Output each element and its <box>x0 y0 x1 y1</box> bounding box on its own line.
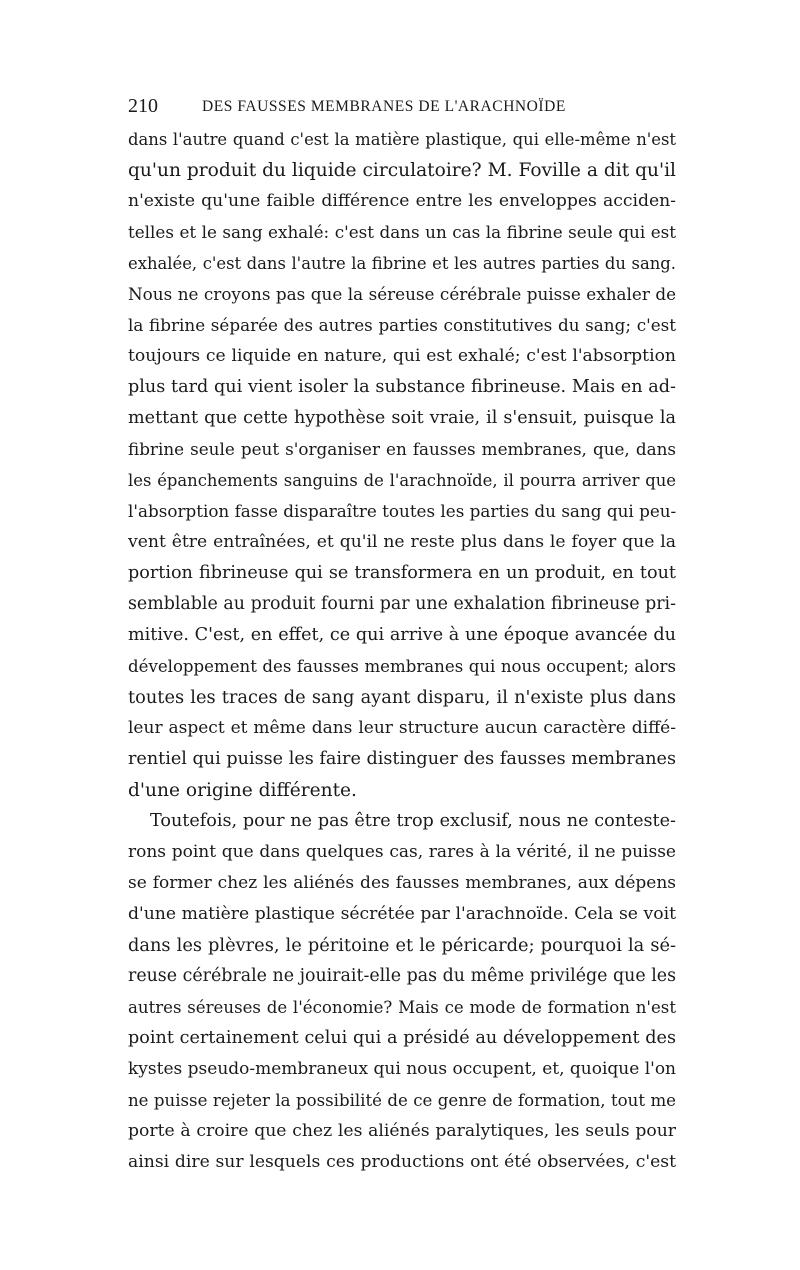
text-line: n'existe qu'une faible différence entre les enveloppes acciden- <box>128 191 676 211</box>
paragraph-start-line: Toutefois, pour ne pas être trop exclusif, nous ne conteste- <box>150 811 676 831</box>
text-line: autres séreuses de l'économie? Mais ce mode de formation n'est <box>128 998 676 1017</box>
text-line: kystes pseudo-membraneux qui nous occupent, et, quoique l'on <box>128 1059 677 1079</box>
page-number: 210 <box>128 95 158 117</box>
text-line: rons point que dans quelques cas, rares à la vérité, il ne puisse <box>128 842 676 862</box>
text-line: reuse cérébrale ne jouirait-elle pas du même privilége que les <box>128 966 676 986</box>
text-line: semblable au produit fourni par une exhalation fibrineuse pri- <box>128 594 676 614</box>
text-line: vent être entraînées, et qu'il ne reste plus dans le foyer que la <box>128 532 676 552</box>
text-line: l'absorption fasse disparaître toutes les parties du sang qui peu- <box>128 501 677 521</box>
text-line: exhalée, c'est dans l'autre la fibrine et les autres parties du sang. <box>128 254 676 273</box>
body-text <box>128 124 676 1178</box>
running-title: DES FAUSSES MEMBRANES DE L'ARACHNOÏDE <box>202 98 566 115</box>
text-line: toutes les traces de sang ayant disparu, il n'existe plus dans <box>128 687 676 708</box>
text-line: développement des fausses membranes qui nous occupent; alors <box>128 657 676 676</box>
text-line: se former chez les aliénés des fausses membranes, aux dépens <box>128 873 676 893</box>
text-line: point certainement celui qui a présidé au développement des <box>128 1028 676 1048</box>
text-line: portion fibrineuse qui se transformera en un produit, en tout <box>128 563 676 583</box>
text-line: mitive. C'est, en effet, ce qui arrive à une époque avancée du <box>128 625 676 645</box>
text-line: porte à croire que chez les aliénés paralytiques, les seuls pour <box>128 1121 676 1141</box>
text-line: qu'un produit du liquide circulatoire? M. Foville a dit qu'il <box>128 160 676 181</box>
paragraph-end-line: d'une origine différente. <box>128 780 357 801</box>
text-line: rentiel qui puisse les faire distinguer des fausses membranes <box>128 749 676 769</box>
text-line: les épanchements sanguins de l'arachnoïde, il pourra arriver que <box>128 471 676 490</box>
text-line: toujours ce liquide en nature, qui est exhalé; c'est l'absorption <box>128 346 676 366</box>
text-line: d'une matière plastique sécrétée par l'arachnoïde. Cela se voit <box>128 904 676 924</box>
text-line: ne puisse rejeter la possibilité de ce genre de formation, tout me <box>128 1091 676 1110</box>
text-line: ainsi dire sur lesquels ces productions ont été observées, c'est <box>128 1152 676 1172</box>
running-head <box>128 94 680 118</box>
text-line: la fibrine séparée des autres parties constitutives du sang; c'est <box>128 315 676 335</box>
text-line: dans les plèvres, le péritoine et le péricarde; pourquoi la sé- <box>128 935 676 956</box>
text-line: dans l'autre quand c'est la matière plastique, qui elle-même n'est <box>128 130 676 149</box>
text-line: fibrine seule peut s'organiser en fausses membranes, que, dans <box>128 439 676 459</box>
text-line: leur aspect et même dans leur structure aucun caractère diffé- <box>128 718 676 738</box>
text-line: telles et le sang exhalé: c'est dans un cas la fibrine seule qui est <box>128 222 676 242</box>
text-line: plus tard qui vient isoler la substance fibrineuse. Mais en ad- <box>128 377 676 397</box>
text-line: mettant que cette hypothèse soit vraie, il s'ensuit, puisque la <box>128 408 676 428</box>
text-line: Nous ne croyons pas que la séreuse cérébrale puisse exhaler de <box>128 284 676 304</box>
